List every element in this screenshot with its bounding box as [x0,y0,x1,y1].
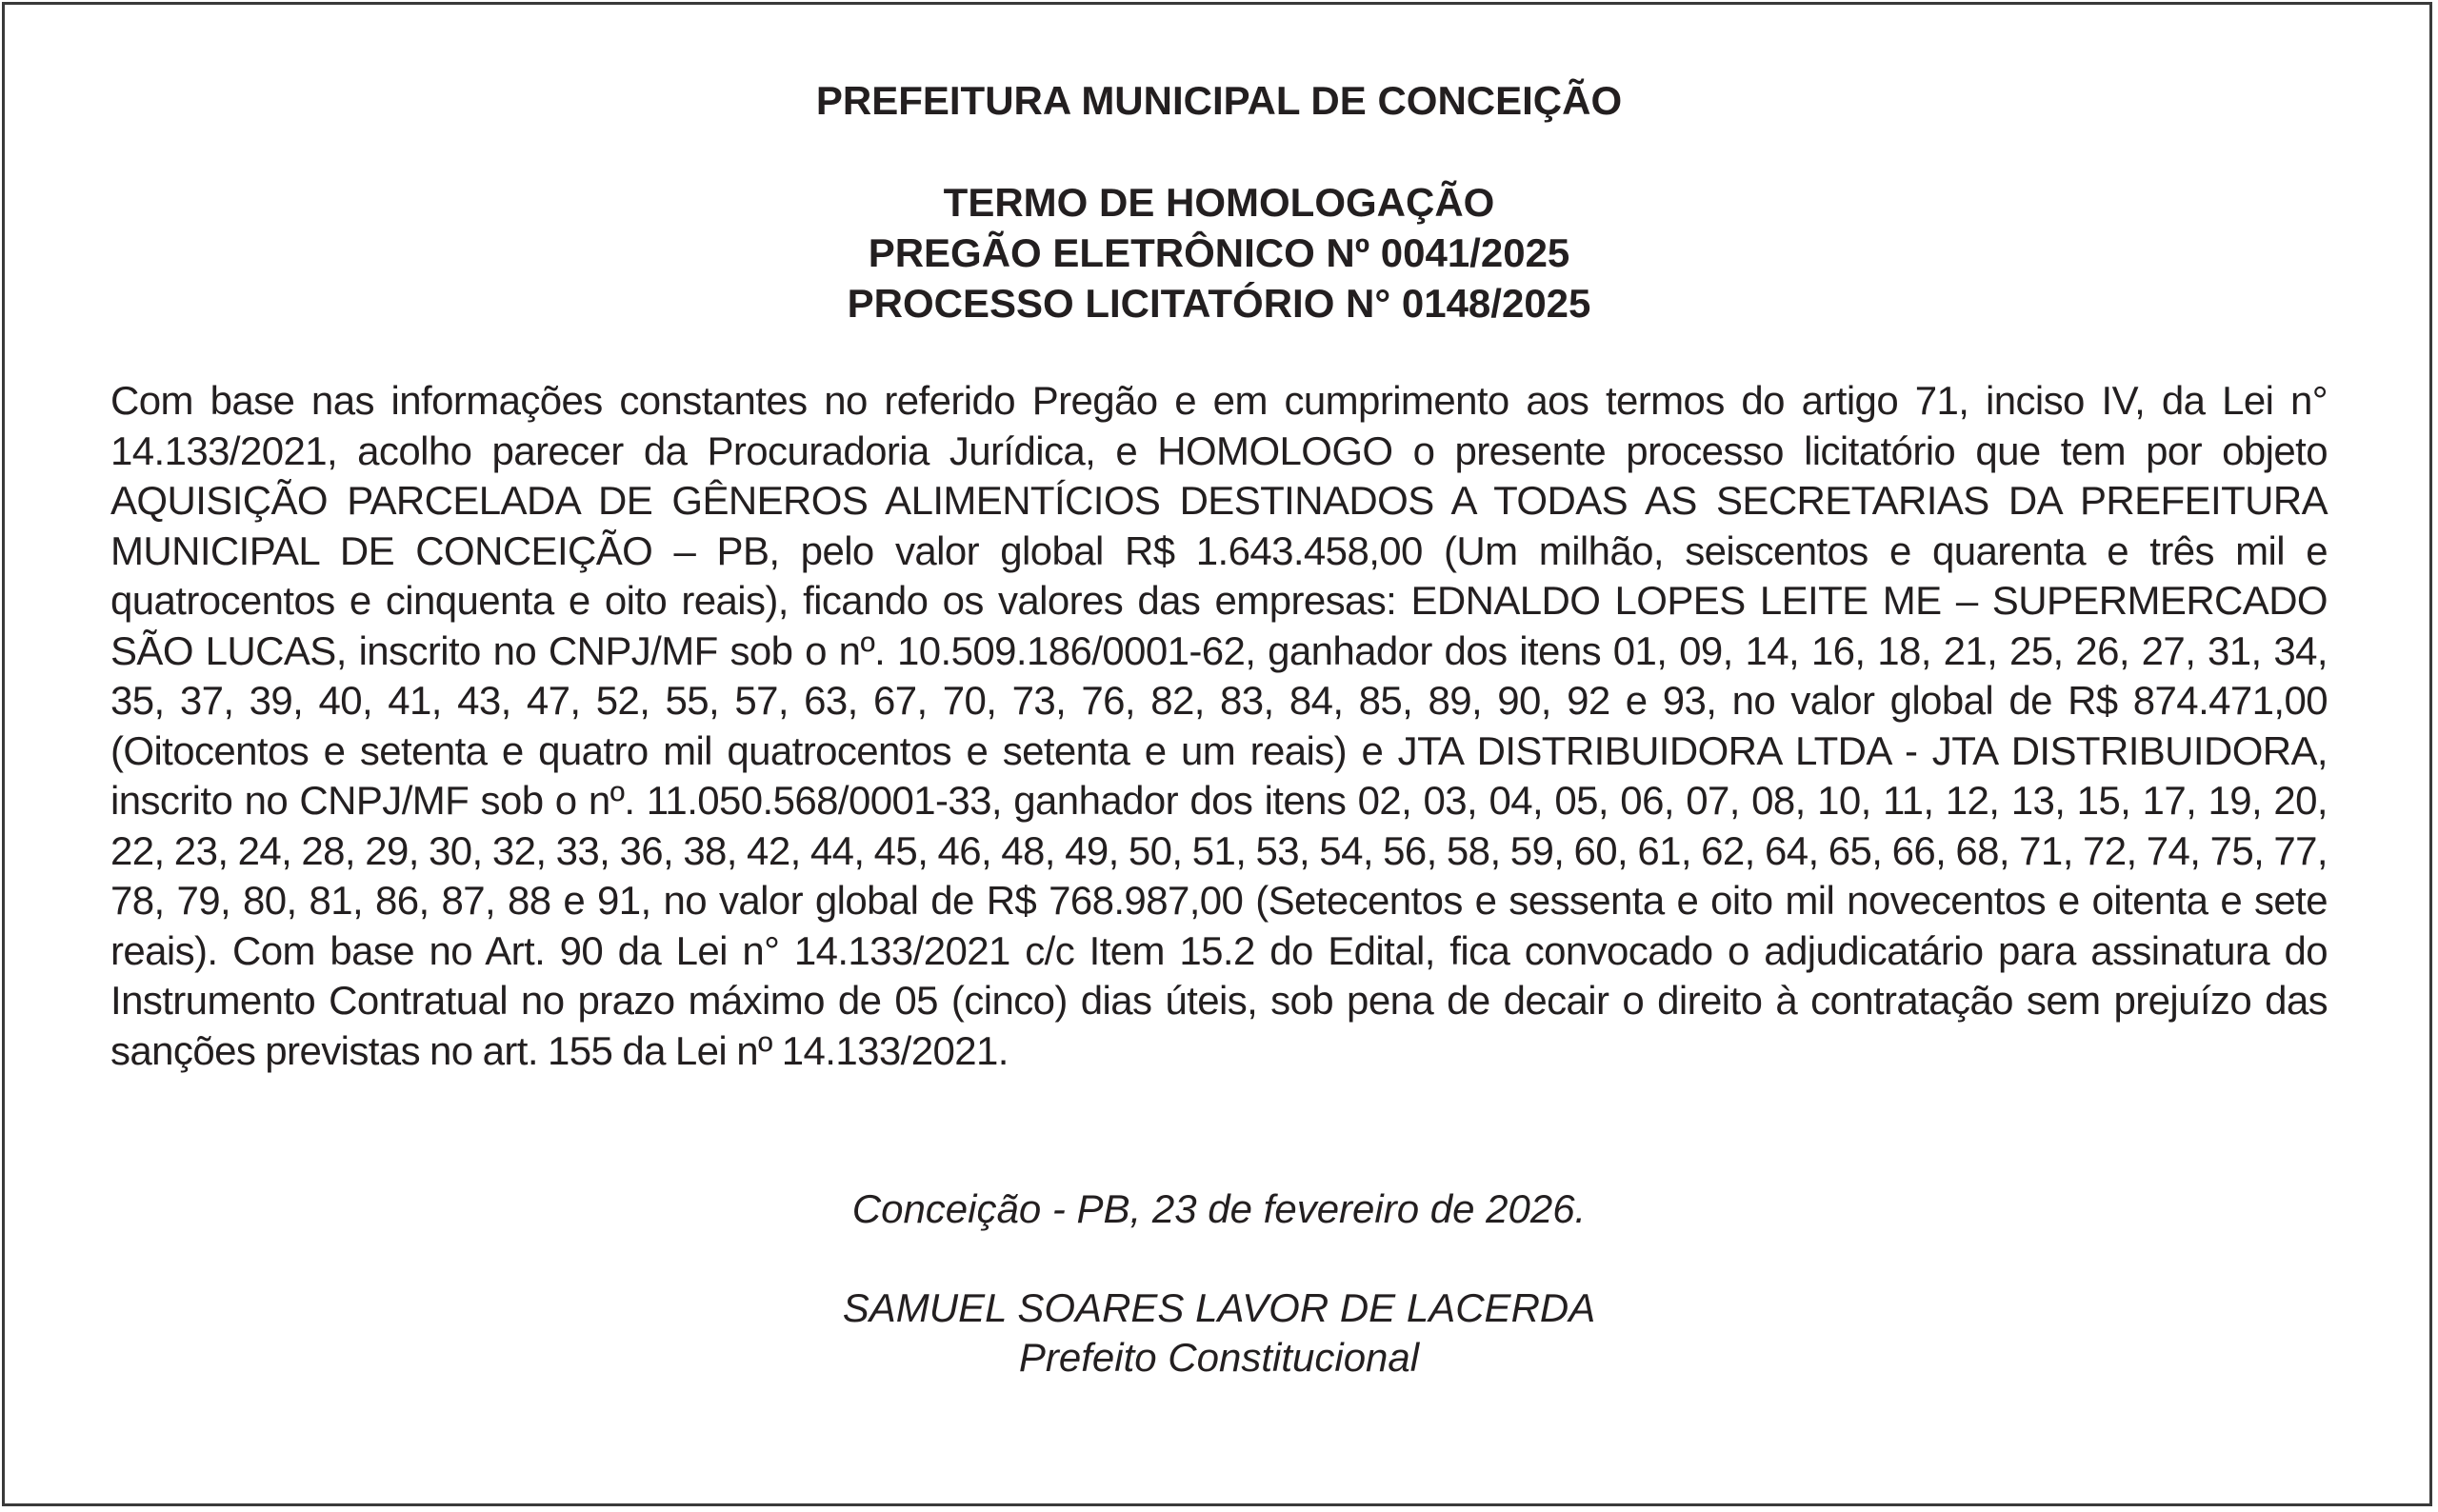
signer-name: SAMUEL SOARES LAVOR DE LACERDA [842,1285,1596,1330]
homologation-paragraph: Com base nas informações constantes no referido Pregão e em cumprimento aos termos do artigo 71, inciso IV, da Lei n° 14.133/2021, acolho parecer da Procuradoria Jurídica, e HOMOLOGO o presente processo licitatório que tem por objeto AQUISIÇÃO PARCELADA DE GÊNEROS ALIMENTÍCIOS DESTINADOS A TODAS AS SECRETARIAS DA PREFEITURA MUNICIPAL DE CONCEIÇÃO – PB, pelo valor global R$ 1.643.458,00 (Um milhão, seiscentos e quarenta e três mil e quatrocentos e cinquenta e oito reais), ficando os valores das empresas: EDNALDO LOPES LEITE ME – SUPERMERCADO SÃO LUCAS, inscrito no CNPJ/MF sob o nº. 10.509.186/0001-62, ganhador dos itens 01, 09, 14, 16, 18, 21, 25, 26, 27, 31, 34, 35, 37, 39, 40, 41, 43, 47, 52, 55, 57, 63, 67, 70, 73, 76, 82, 83, 84, 85, 89, 90, 92 e 93, no valor global de R$ 874.471,00 (Oitocentos e setenta e quatro mil quatrocentos e setenta e um reais) e JTA DISTRIBUIDORA LTDA - JTA DISTRIBUIDORA, inscrito no CNPJ/MF sob o nº. 11.050.568/0001-33, ganhador dos itens 02, 03, 04, 05, 06, 07, 08, 10, 11, 12, 13, 15, 17, 19, 20, 22, 23, 24, 28, 29, 30, 32, 33, 36, 38, 42, 44, 45, 46, 48, 49, 50, 51, 53, 54, 56, 58, 59, 60, 61, 62, 64, 65, 66, 68, 71, 72, 74, 75, 77, 78, 79, 80, 81, 86, 87, 88 e 91, no valor global de R$ 768.987,00 (Setecentos e sessenta e oito mil novecentos e oitenta e sete reais). Com base no Art. 90 da Lei n° 14.133/2021 c/c Item 15.2 do Edital, fica convocado o adjudicatário para assinatura do Instrumento Contratual no prazo máximo de 05 (cinco) dias úteis, sob pena de decair o direito à contratação sem prejuízo das sanções previstas no art. 155 da Lei nº 14.133/2021. [110,378,2328,1073]
signer-role: Prefeito Constitucional [1018,1335,1420,1380]
organization-heading: PREFEITURA MUNICIPAL DE CONCEIÇÃO [815,78,1623,123]
document-content [110,76,2328,1383]
document-titles [110,177,2328,328]
signature-block [110,1283,2328,1383]
document-title: TERMO DE HOMOLOGAÇÃO [943,180,1495,225]
pregao-number: PREGÃO ELETRÔNICO Nº 0041/2025 [868,230,1570,275]
processo-number: PROCESSO LICITATÓRIO N° 0148/2025 [847,281,1591,326]
place-and-date: Conceição - PB, 23 de fevereiro de 2026. [851,1186,1587,1231]
